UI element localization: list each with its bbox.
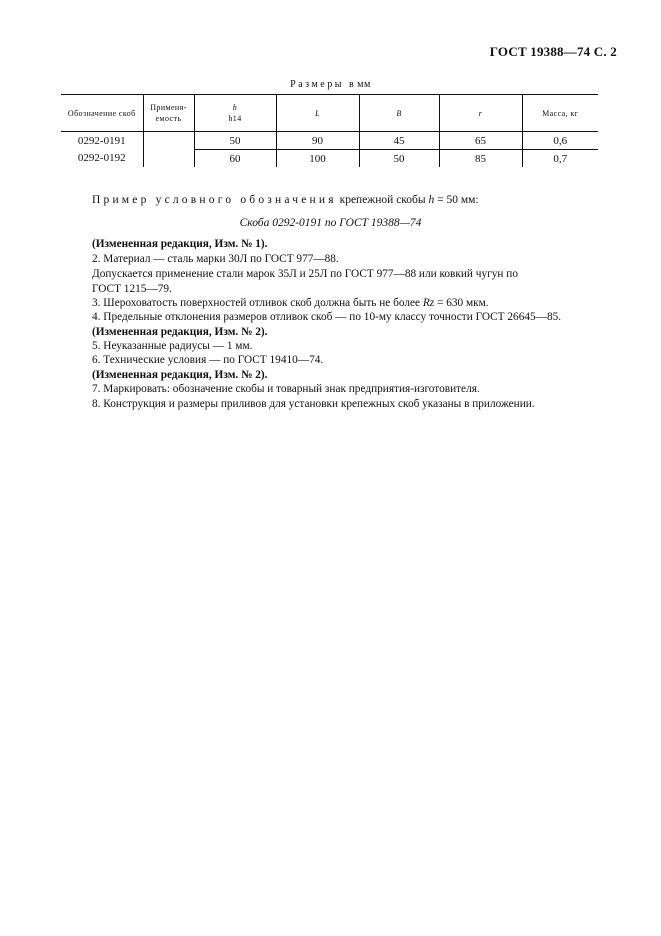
cell-B: 45 [359,132,439,150]
paragraph-2-continuation-end: ГОСТ 1215—79. [92,283,172,295]
revision-note-1: (Измененная редакция, Изм. № 1). [92,238,268,250]
cell-designation: 0292-0192 [77,152,126,165]
cell-h: 50 [194,132,276,150]
roughness-var: Rz [422,297,435,309]
example-lead-spaced: Пример условного обозначения [92,194,337,206]
revision-note-3: (Измененная редакция, Изм. № 2). [92,369,268,381]
paragraph-4: 4. Предельные отклонения размеров отливок скоб — по 10-му классу точности ГОСТ 26645—85. [92,311,562,323]
cell-L: 90 [276,132,359,150]
page-header: ГОСТ 19388—74 С. 2 [489,44,617,59]
revision-note-2: (Измененная редакция, Изм. № 2). [92,326,268,338]
cell-L: 100 [276,150,359,168]
caption-spaced: Размеры [290,79,344,90]
example-lead-var: h [428,194,435,206]
caption-unit: в мм [348,79,371,90]
paragraph-6: 6. Технические условия — по ГОСТ 19410—74. [92,354,324,366]
example-lead [92,194,479,206]
header-B: B [359,95,439,132]
cell-r: 65 [439,132,522,150]
cell-h: 60 [194,150,276,168]
header-applicability: Применя-емость [143,95,194,132]
cell-mass: 0,7 [522,150,598,168]
table-row [61,150,598,168]
paragraph-7: 7. Маркировать: обозначение скобы и товарный знак предприятия-изготовителя. [92,383,480,395]
header-designation: Обозначение скоб [61,95,143,132]
cell-r: 85 [439,150,522,168]
cell-designation: 0292-0191 [77,134,126,147]
table-row [61,132,598,150]
example-lead-text: крепежной скобы [339,194,426,206]
header-L: L [276,95,359,132]
paragraph-5: 5. Неуказанные радиусы — 1 мм. [92,340,253,352]
table-caption [0,79,661,90]
paragraph-3: 3. Шероховатость поверхностей отливок скоб должна быть не более Rz = 630 мкм. [92,297,489,309]
header-r: r [439,95,522,132]
paragraph-2-continuation: Допускается применение стали марок 35Л и 25Л по ГОСТ 977—88 или ковкий чугун по [92,268,518,280]
table-header-row [61,95,598,132]
cell-B: 50 [359,150,439,168]
dimensions-table [61,94,598,167]
paragraph-8: 8. Конструкция и размеры приливов для установки крепежных скоб указаны в приложении. [92,398,535,410]
header-h: h h14 [194,95,276,132]
example-lead-value: = 50 мм: [437,194,479,206]
header-mass: Масса, кг [522,95,598,132]
cell-applicability [143,132,194,168]
cell-mass: 0,6 [522,132,598,150]
example-designation: Скоба 0292-0191 по ГОСТ 19388—74 [239,217,422,229]
paragraph-2: 2. Материал — сталь марки 30Л по ГОСТ 977—88. [92,253,339,265]
